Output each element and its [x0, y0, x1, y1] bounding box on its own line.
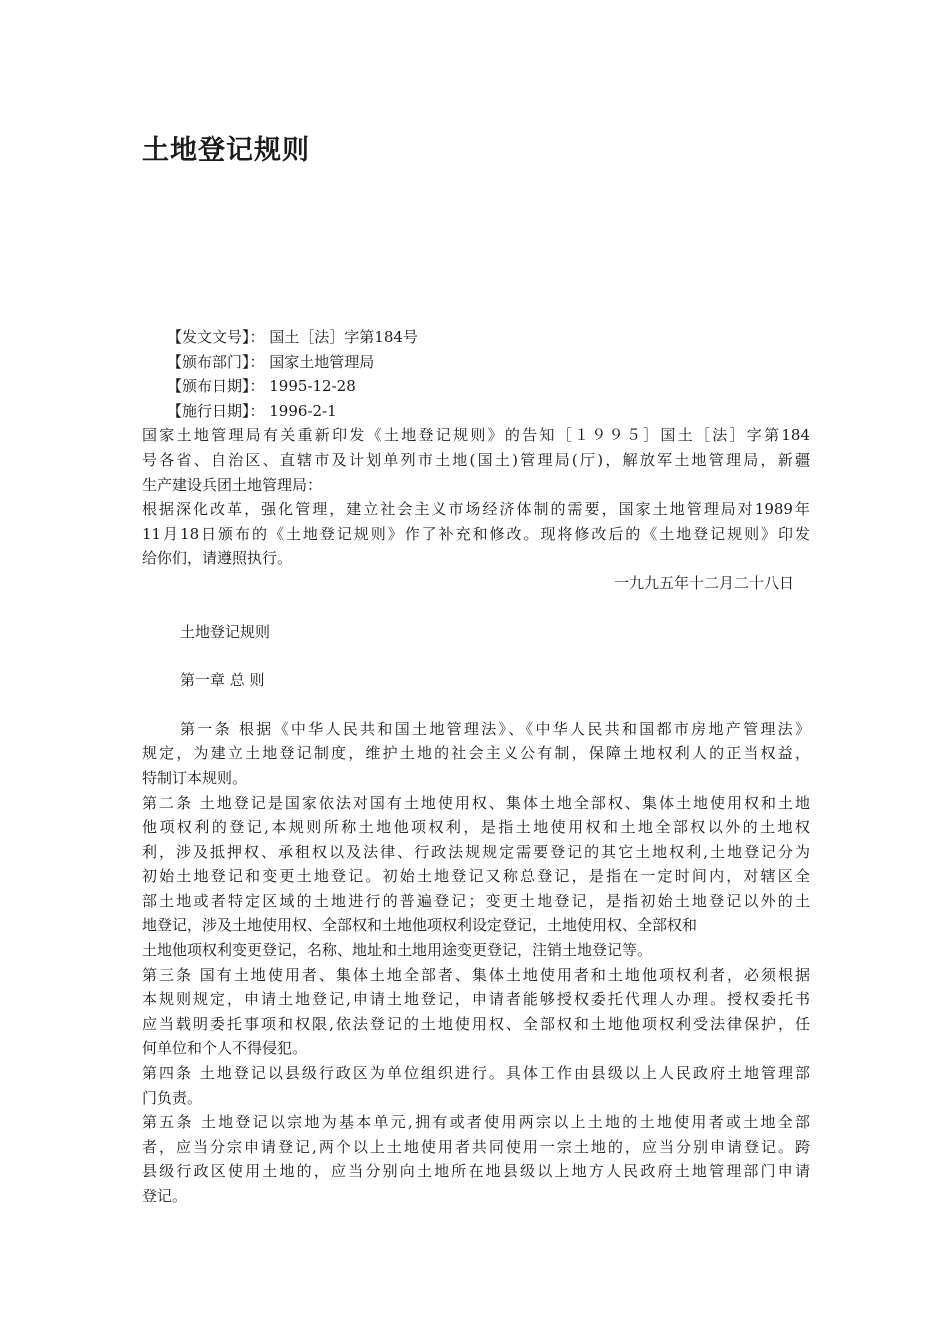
notice-date: 一九九五年十二月二十八日 — [613, 573, 794, 592]
article-line: 第四条 土地登记以县级行政区为单位组织进行。具体工作由县级以上人民政府土地管理部 — [142, 1064, 810, 1083]
article-line: 本规则规定，申请土地登记,申请土地登记，申请者能够授权委托代理人办理。授权委托书 — [142, 990, 810, 1009]
article-line: 应当载明委托事项和权限,依法登记的土地使用权、全部权和土地他项权利受法律保护，任 — [142, 1014, 810, 1033]
document-body — [142, 325, 810, 1209]
article-4 — [142, 1061, 810, 1110]
article-line: 初始土地登记和变更土地登记。初始土地登记又称总登记，是指在一定时间内，对辖区全 — [142, 867, 810, 886]
article-5 — [142, 1110, 810, 1208]
notice-line: 号各省、自治区、直辖市及计划单列市土地(国土)管理局(厅)，解放军土地管理局，新疆 — [142, 450, 810, 469]
article-line: 何单位和个人不得侵犯。 — [142, 1039, 308, 1058]
notice-line: 生产建设兵团土地管理局： — [142, 475, 323, 494]
meta-effective-date: 【施行日期】： 1996-2-1 — [167, 401, 337, 420]
article-line: 他项权利的登记,本规则所称土地他项权利，是指土地使用权和土地全部权以外的土地权 — [142, 818, 810, 837]
article-line: 第三条 国有土地使用者、集体土地全部者、集体土地使用者和土地他项权利者，必须根据 — [142, 965, 810, 984]
article-line: 门负责。 — [142, 1088, 203, 1107]
article-line: 规定，为建立土地登记制度，维护土地的社会主义公有制，保障土地权利人的正当权益， — [142, 744, 810, 763]
article-line: 者，应当分宗申请登记,两个以上土地使用者共同使用一宗土地的，应当分别申请登记。跨 — [142, 1137, 810, 1156]
meta-issuer: 【颁布部门】： 国家土地管理局 — [167, 352, 375, 371]
article-2 — [142, 791, 810, 963]
document-subtitle: 土地登记规则 — [180, 622, 271, 641]
article-line: 特制订本规则。 — [142, 768, 248, 787]
page-title: 土地登记规则 — [142, 135, 310, 166]
notice-line: 根据深化改革，强化管理，建立社会主义市场经济体制的需要，国家土地管理局对1989年 — [142, 500, 810, 519]
meta-block — [142, 325, 810, 423]
meta-issue-date: 【颁布日期】： 1995-12-28 — [167, 377, 356, 396]
notice-paragraph-2 — [142, 497, 810, 571]
notice-line: 11月18日颁布的《土地登记规则》作了补充和修改。现将修改后的《土地登记规则》印发 — [142, 524, 810, 543]
article-line: 登记。 — [142, 1187, 188, 1205]
article-3 — [142, 963, 810, 1061]
article-line: 第二条 土地登记是国家依法对国有土地使用权、集体土地全部权、集体土地使用权和土地 — [142, 793, 810, 812]
article-line: 第五条 土地登记以宗地为基本单元,拥有或者使用两宗以上土地的土地使用者或土地全部 — [142, 1113, 810, 1132]
notice-line: 给你们，请遵照执行。 — [142, 549, 293, 568]
article-line: 部土地或者特定区域的土地进行的普遍登记；变更土地登记，是指初始土地登记以外的土 — [142, 891, 810, 910]
article-line: 利，涉及抵押权、承租权以及法律、行政法规规定需要登记的其它土地权利,土地登记分为 — [142, 842, 810, 861]
chapter-heading: 第一章 总 则 — [180, 671, 265, 690]
meta-doc-number: 【发文文号】： 国土［法］字第184号 — [167, 328, 418, 346]
notice-line: 国家土地管理局有关重新印发《土地登记规则》的告知［１９９５］国土［法］字第184 — [142, 426, 810, 445]
article-line: 县级行政区使用土地的，应当分别向土地所在地县级以上地方人民政府土地管理部门申请 — [142, 1162, 810, 1181]
article-line: 土地他项权利变更登记，名称、地址和土地用途变更登记，注销土地登记等。 — [142, 941, 653, 960]
article-1 — [142, 717, 810, 791]
article-line: 第一条 根据《中华人民共和国土地管理法》、《中华人民共和国都市房地产管理法》 — [180, 719, 810, 738]
notice-paragraph — [142, 423, 810, 497]
article-line: 地登记，涉及土地使用权、全部权和土地他项权利设定登记，土地使用权、全部权和 — [142, 916, 698, 935]
